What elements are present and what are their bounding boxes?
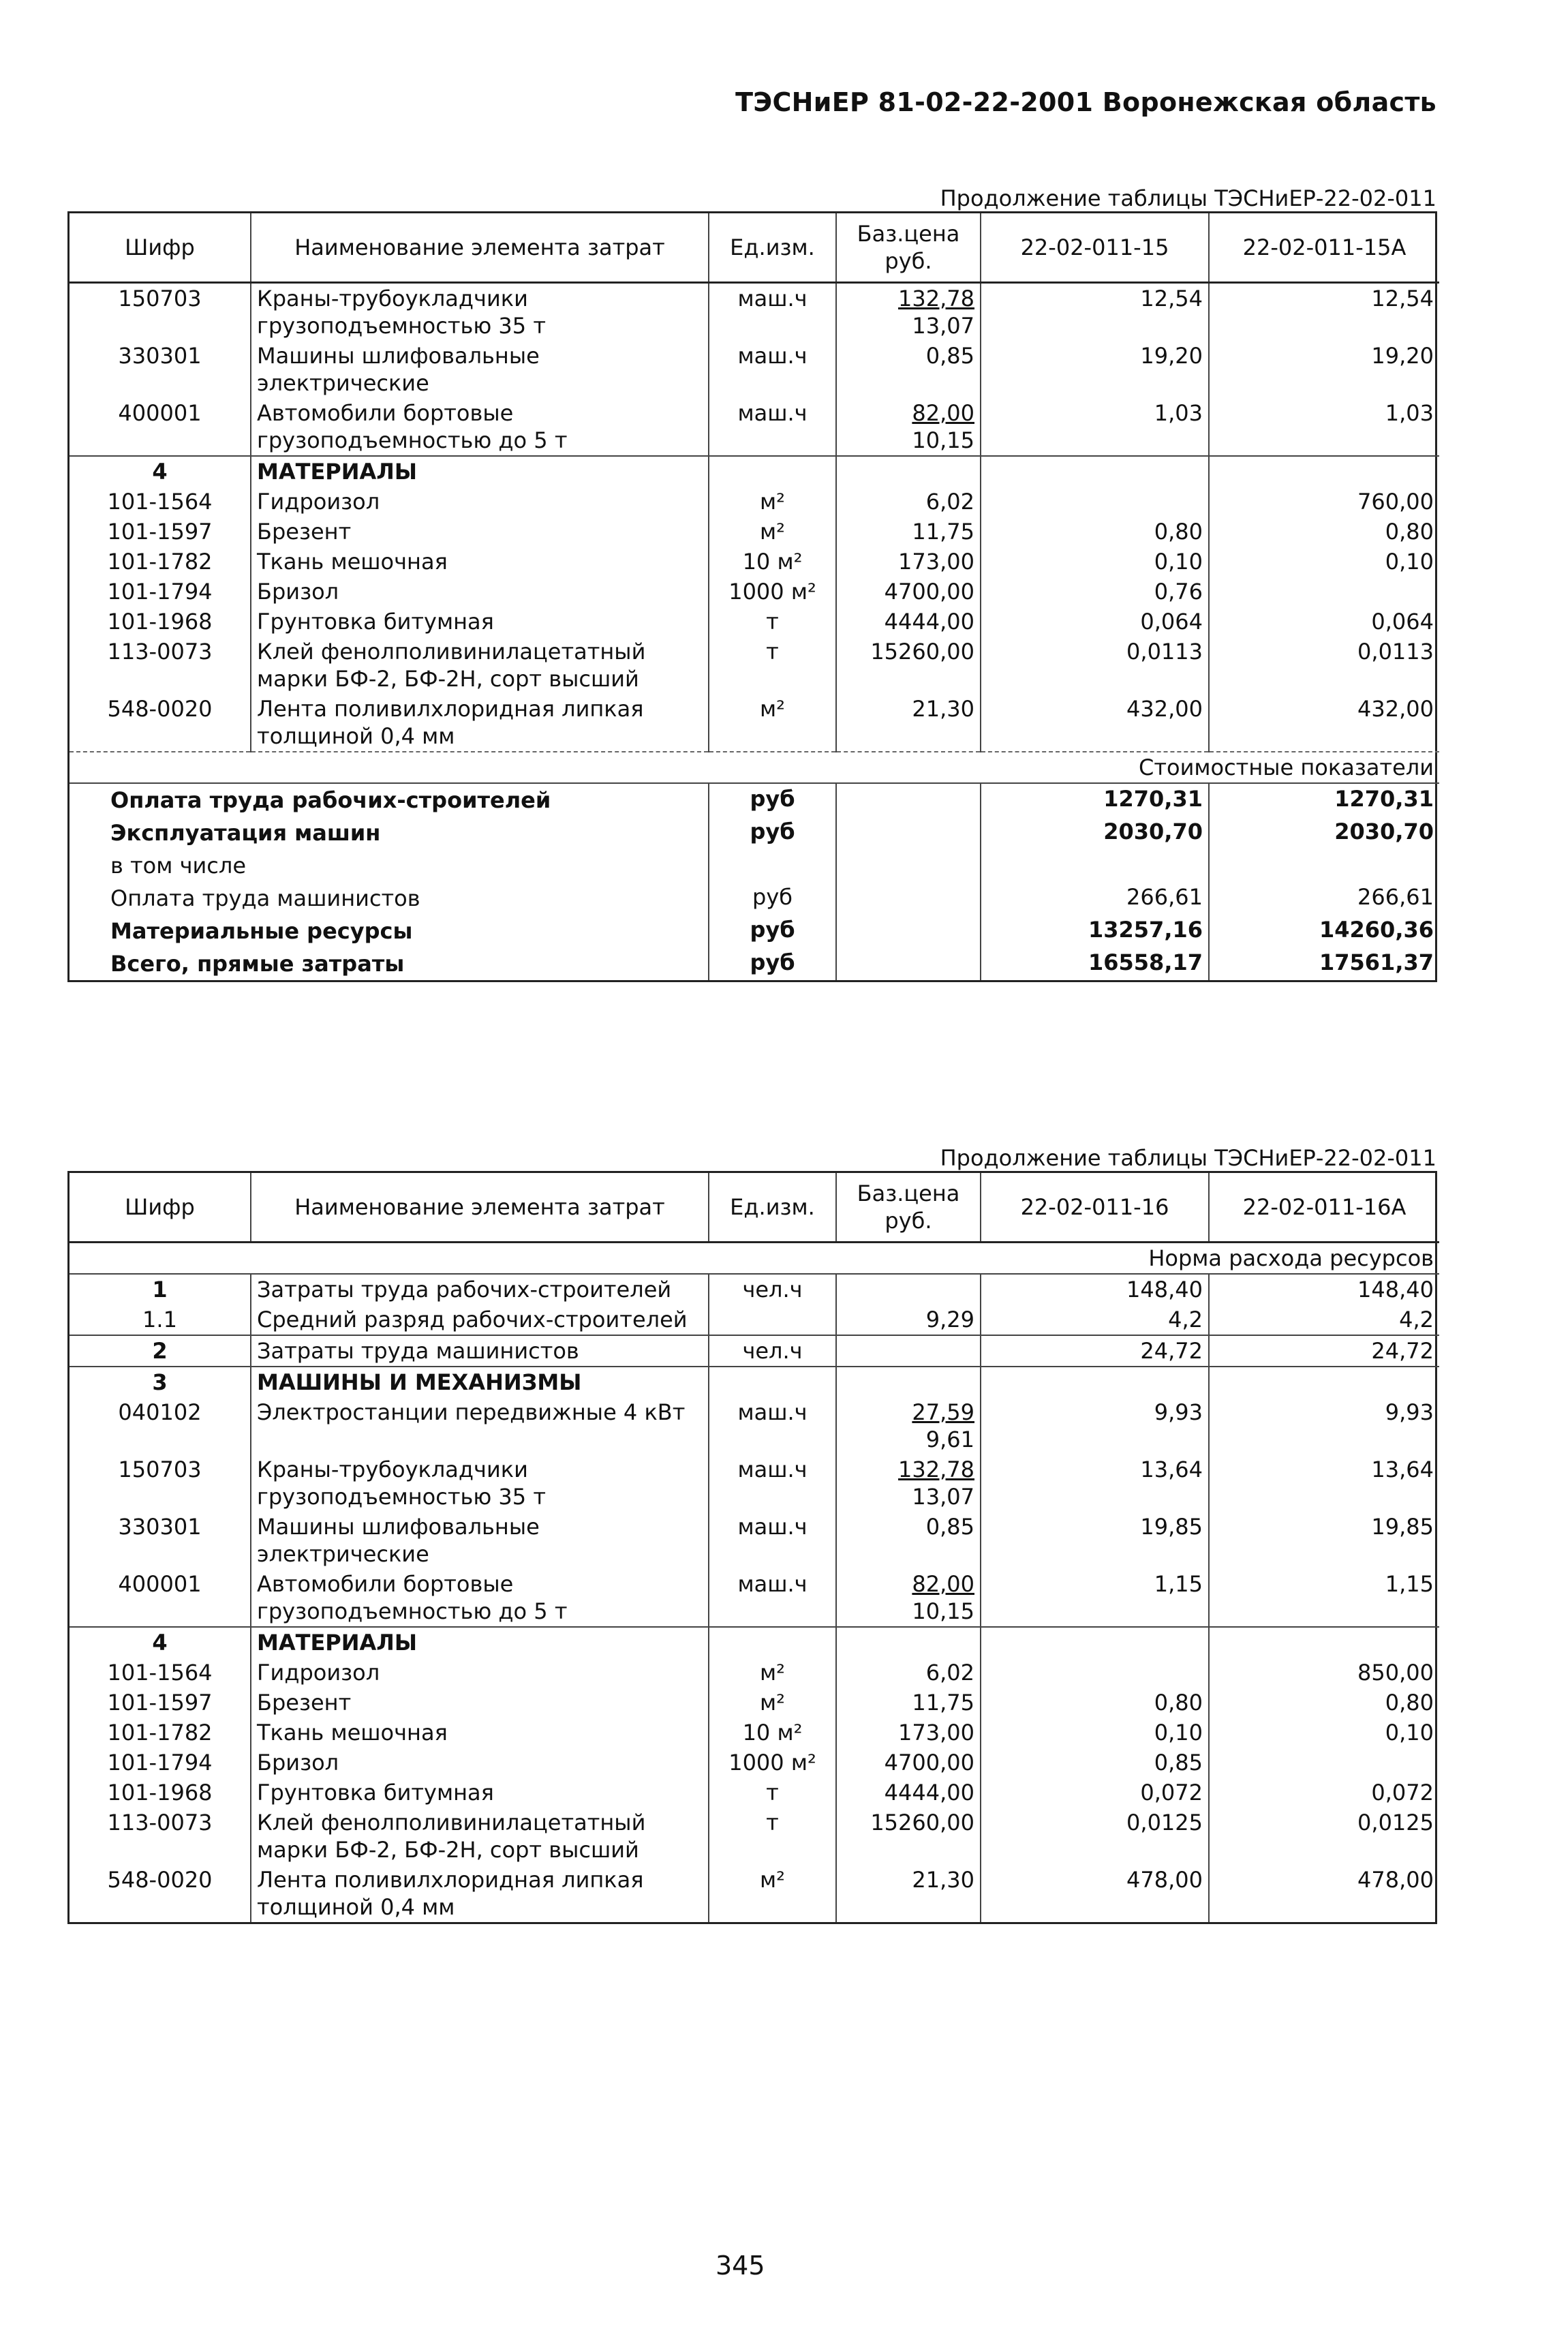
price-cell [836,341,981,398]
price-value: 173,00 [898,549,974,575]
machine-row [70,341,1439,398]
summary-label: Оплата труда рабочих-строителей [70,783,709,817]
norm-1-cell: 13,64 [981,1454,1209,1512]
norm-2-cell: 9,93 [1209,1397,1439,1454]
section-number: 4 [70,456,251,487]
price-cell [836,1688,981,1718]
material-row [70,1865,1439,1922]
price-value: 9,29 [925,1307,974,1332]
price-cell [836,517,981,547]
norm-1-cell: 0,10 [981,1718,1209,1748]
name-cell: Машины шлифовальные электрические [251,341,709,398]
price-value: 21,30 [912,1867,974,1893]
table2 [67,1171,1437,1924]
machine-row [70,1454,1439,1512]
name-cell: Брезент [251,517,709,547]
norm-1-cell: 1,03 [981,398,1209,456]
empty-cell [981,1627,1209,1658]
name-cell: Гидроизол [251,1658,709,1688]
name-cell: Бризол [251,577,709,607]
machine-row [70,398,1439,456]
empty-cell [709,1627,836,1658]
unit-cell: т [709,607,836,637]
name-cell: Клей фенолполивинилацетатный марки БФ-2, БФ-2Н, сорт высший [251,637,709,694]
machine-row [70,1569,1439,1627]
norm-2-cell: 0,072 [1209,1778,1439,1808]
summary-unit: руб [709,947,836,980]
code-cell: 150703 [70,1454,251,1512]
price-operator-value: 9,61 [925,1427,974,1452]
code-cell: 101-1597 [70,517,251,547]
code-cell: 101-1794 [70,577,251,607]
price-cell [836,1778,981,1808]
code-cell: 113-0073 [70,1808,251,1865]
material-row [70,517,1439,547]
norm-2-cell: 478,00 [1209,1865,1439,1922]
code-cell: 101-1782 [70,1718,251,1748]
norm-1-cell: 0,0113 [981,637,1209,694]
empty-cell [836,915,981,947]
section-number: 3 [70,1367,251,1397]
summary-value-2: 2030,70 [1209,817,1439,849]
empty-cell [709,456,836,487]
section-row [70,456,1439,487]
price-cell [836,487,981,517]
unit-cell: маш.ч [709,1569,836,1627]
unit-cell: м² [709,694,836,752]
norm-1-cell: 24,72 [981,1335,1209,1367]
col-header-norm-1: 22-02-011-16 [981,1173,1209,1243]
code-cell: 113-0073 [70,637,251,694]
name-cell: Автомобили бортовые грузоподъемностью до 5 т [251,1569,709,1627]
price-operator-value: 10,15 [912,427,974,453]
price-cell [836,1305,981,1335]
code-cell: 1 [70,1274,251,1305]
col-header-norm-2: 22-02-011-15А [1209,213,1439,283]
price-value: 6,02 [925,489,974,515]
norm-1-cell: 0,072 [981,1778,1209,1808]
code-cell: 101-1564 [70,1658,251,1688]
unit-cell: м² [709,487,836,517]
price-value: 4444,00 [884,609,974,635]
summary-row [70,947,1439,980]
code-cell: 101-1782 [70,547,251,577]
norm-label-row [70,1243,1439,1275]
summary-label: Оплата труда машинистов [70,882,709,915]
table1-body [70,283,1439,981]
summary-row [70,783,1439,817]
summary-value-1: 266,61 [981,882,1209,915]
norm-1-cell: 0,80 [981,517,1209,547]
empty-cell [836,1627,981,1658]
price-value: 4700,00 [884,1750,974,1776]
col-header-price: Баз.цена руб. [836,213,981,283]
name-cell: Грунтовка битумная [251,1778,709,1808]
norm-2-cell: 1,03 [1209,398,1439,456]
norm-2-cell: 12,54 [1209,283,1439,341]
unit-cell: чел.ч [709,1335,836,1367]
unit-cell: маш.ч [709,1397,836,1454]
col-header-code: Шифр [70,1173,251,1243]
unit-cell: 10 м² [709,1718,836,1748]
price-cell [836,1718,981,1748]
norm-1-cell: 4,2 [981,1305,1209,1335]
summary-value-2: 17561,37 [1209,947,1439,980]
price-operator-value: 13,07 [912,313,974,339]
table1 [67,211,1437,982]
norm-1-cell: 12,54 [981,283,1209,341]
code-cell: 400001 [70,1569,251,1627]
code-cell: 330301 [70,341,251,398]
price-value: 82,00 [912,400,974,426]
empty-cell [1209,1627,1439,1658]
norm-2-cell: 24,72 [1209,1335,1439,1367]
code-cell: 1.1 [70,1305,251,1335]
norm-1-cell [981,487,1209,517]
norm-2-cell: 148,40 [1209,1274,1439,1305]
section-row [70,1627,1439,1658]
summary-unit: руб [709,783,836,817]
price-value: 4444,00 [884,1780,974,1806]
norm-2-cell: 0,80 [1209,517,1439,547]
norm-1-cell: 478,00 [981,1865,1209,1922]
summary-label: Материальные ресурсы [70,915,709,947]
price-cell [836,283,981,341]
norm-2-cell: 0,10 [1209,1718,1439,1748]
summary-row [70,882,1439,915]
price-value: 15260,00 [870,1810,974,1835]
summary-row [70,849,1439,882]
section-title: МАТЕРИАЛЫ [251,456,709,487]
norm-1-cell: 19,20 [981,341,1209,398]
price-value: 4700,00 [884,579,974,605]
machine-row [70,283,1439,341]
name-cell: Краны-трубоукладчики грузоподъемностью 35 т [251,283,709,341]
unit-cell: м² [709,1865,836,1922]
name-cell: Машины шлифовальные электрические [251,1512,709,1569]
labor-row [70,1305,1439,1335]
unit-cell: маш.ч [709,1512,836,1569]
norm-2-cell: 760,00 [1209,487,1439,517]
price-cell [836,1658,981,1688]
table2-header-row [70,1173,1439,1243]
code-cell: 2 [70,1335,251,1367]
price-cell [836,1274,981,1305]
summary-label: Всего, прямые затраты [70,947,709,980]
norm-2-cell: 850,00 [1209,1658,1439,1688]
material-row [70,607,1439,637]
col-header-price: Баз.цена руб. [836,1173,981,1243]
norm-2-cell: 0,80 [1209,1688,1439,1718]
norm-2-cell: 0,064 [1209,607,1439,637]
summary-value-1: 2030,70 [981,817,1209,849]
summary-label: в том числе [70,849,709,882]
summary-value-2: 14260,36 [1209,915,1439,947]
table2-caption: Продолжение таблицы ТЭСНиЕР-22-02-011 [940,1145,1436,1171]
norm-1-cell: 148,40 [981,1274,1209,1305]
summary-row [70,817,1439,849]
name-cell: Краны-трубоукладчики грузоподъемностью 35 т [251,1454,709,1512]
unit-cell: т [709,1778,836,1808]
code-cell: 101-1968 [70,1778,251,1808]
norm-2-cell [1209,577,1439,607]
name-cell: Ткань мешочная [251,547,709,577]
unit-cell: 1000 м² [709,1748,836,1778]
unit-cell: 1000 м² [709,577,836,607]
price-cell [836,1808,981,1865]
operators-row [70,1335,1439,1367]
name-cell: Затраты труда рабочих-строителей [251,1274,709,1305]
material-row [70,637,1439,694]
empty-cell [709,1367,836,1397]
material-row [70,1688,1439,1718]
summary-value-1: 16558,17 [981,947,1209,980]
norm-1-cell [981,1658,1209,1688]
price-value: 82,00 [912,1571,974,1597]
norm-1-cell: 9,93 [981,1397,1209,1454]
norm-2-cell: 1,15 [1209,1569,1439,1627]
price-cell [836,398,981,456]
material-row [70,547,1439,577]
material-row [70,694,1439,752]
empty-cell [1209,1367,1439,1397]
name-cell: Средний разряд рабочих-строителей [251,1305,709,1335]
table2-body [70,1243,1439,1923]
empty-cell [836,817,981,849]
unit-cell: чел.ч [709,1274,836,1305]
document-header: ТЭСНиЕР 81-02-22-2001 Воронежская область [735,87,1436,117]
norm-1-cell: 19,85 [981,1512,1209,1569]
norm-1-cell: 0,76 [981,577,1209,607]
price-cell [836,1748,981,1778]
empty-cell [836,947,981,980]
summary-unit: руб [709,882,836,915]
code-cell: 330301 [70,1512,251,1569]
price-cell [836,1865,981,1922]
price-value: 15260,00 [870,639,974,665]
norm-1-cell: 0,80 [981,1688,1209,1718]
norm-2-cell: 432,00 [1209,694,1439,752]
summary-value-1: 13257,16 [981,915,1209,947]
code-cell: 400001 [70,398,251,456]
table1-header-row [70,213,1439,283]
name-cell: Электростанции передвижные 4 кВт [251,1397,709,1454]
section-title: МАШИНЫ И МЕХАНИЗМЫ [251,1367,709,1397]
empty-cell [981,1367,1209,1397]
price-value: 11,75 [912,519,974,545]
unit-cell: маш.ч [709,1454,836,1512]
summary-value-1: 1270,31 [981,783,1209,817]
price-cell [836,637,981,694]
unit-cell: 10 м² [709,547,836,577]
unit-cell: т [709,637,836,694]
empty-cell [836,456,981,487]
summary-value-2: 266,61 [1209,882,1439,915]
unit-cell: м² [709,1658,836,1688]
material-row [70,1808,1439,1865]
col-header-name: Наименование элемента затрат [251,1173,709,1243]
norm-label-row-text: Норма расхода ресурсов [70,1243,1439,1275]
section-row [70,1367,1439,1397]
summary-unit: руб [709,817,836,849]
machine-row [70,1512,1439,1569]
col-header-norm-1: 22-02-011-15 [981,213,1209,283]
price-value: 27,59 [912,1399,974,1425]
price-value: 0,85 [925,1514,974,1540]
name-cell: Грунтовка битумная [251,607,709,637]
machine-row [70,1397,1439,1454]
section-title: МАТЕРИАЛЫ [251,1627,709,1658]
empty-cell [836,1335,981,1367]
material-row [70,1718,1439,1748]
page-number: 345 [716,2251,765,2281]
col-header-unit: Ед.изм. [709,213,836,283]
section-number: 4 [70,1627,251,1658]
col-header-norm-2: 22-02-011-16А [1209,1173,1439,1243]
name-cell: Лента поливилхлоридная липкая толщиной 0,4 мм [251,1865,709,1922]
name-cell: Гидроизол [251,487,709,517]
price-cell [836,577,981,607]
price-cell [836,1454,981,1512]
unit-cell: маш.ч [709,398,836,456]
col-header-unit: Ед.изм. [709,1173,836,1243]
summary-value-2 [1209,849,1439,882]
material-row [70,577,1439,607]
name-cell: Ткань мешочная [251,1718,709,1748]
material-row [70,487,1439,517]
code-cell: 101-1968 [70,607,251,637]
unit-cell: маш.ч [709,283,836,341]
unit-cell: маш.ч [709,341,836,398]
summary-value-2: 1270,31 [1209,783,1439,817]
empty-cell [836,1367,981,1397]
empty-cell [1209,456,1439,487]
name-cell: Брезент [251,1688,709,1718]
summary-label: Эксплуатация машин [70,817,709,849]
norm-1-cell: 0,064 [981,607,1209,637]
unit-cell: м² [709,517,836,547]
norm-2-cell: 4,2 [1209,1305,1439,1335]
empty-cell [836,882,981,915]
table1-caption: Продолжение таблицы ТЭСНиЕР-22-02-011 [940,185,1436,211]
price-operator-value: 13,07 [912,1484,974,1510]
summary-unit [709,849,836,882]
labor-row [70,1274,1439,1305]
material-row [70,1658,1439,1688]
price-value: 132,78 [898,1457,974,1482]
code-cell: 101-1564 [70,487,251,517]
name-cell: Клей фенолполивинилацетатный марки БФ-2, БФ-2Н, сорт высший [251,1808,709,1865]
norm-2-cell: 19,85 [1209,1512,1439,1569]
name-cell: Автомобили бортовые грузоподъемностью до 5 т [251,398,709,456]
material-row [70,1778,1439,1808]
price-value: 6,02 [925,1660,974,1686]
unit-cell [709,1305,836,1335]
price-cell [836,694,981,752]
summary-row [70,915,1439,947]
empty-cell [836,849,981,882]
summary-value-1 [981,849,1209,882]
name-cell: Затраты труда машинистов [251,1335,709,1367]
code-cell: 101-1794 [70,1748,251,1778]
price-cell [836,1512,981,1569]
price-value: 132,78 [898,286,974,311]
code-cell: 101-1597 [70,1688,251,1718]
price-cell [836,1569,981,1627]
summary-unit: руб [709,915,836,947]
material-row [70,1748,1439,1778]
price-value: 11,75 [912,1690,974,1716]
name-cell: Бризол [251,1748,709,1778]
code-cell: 548-0020 [70,694,251,752]
cost-label-row-text: Стоимостные показатели [70,752,1439,783]
price-value: 0,85 [925,343,974,369]
norm-1-cell: 0,0125 [981,1808,1209,1865]
price-cell [836,1397,981,1454]
price-value: 21,30 [912,696,974,722]
norm-1-cell: 1,15 [981,1569,1209,1627]
norm-2-cell [1209,1748,1439,1778]
price-cell [836,607,981,637]
norm-1-cell: 432,00 [981,694,1209,752]
col-header-code: Шифр [70,213,251,283]
norm-2-cell: 13,64 [1209,1454,1439,1512]
norm-1-cell: 0,10 [981,547,1209,577]
code-cell: 150703 [70,283,251,341]
empty-cell [981,456,1209,487]
unit-cell: т [709,1808,836,1865]
norm-2-cell: 19,20 [1209,341,1439,398]
price-value: 173,00 [898,1720,974,1746]
norm-1-cell: 0,85 [981,1748,1209,1778]
col-header-name: Наименование элемента затрат [251,213,709,283]
norm-2-cell: 0,0113 [1209,637,1439,694]
cost-label-row [70,752,1439,783]
price-cell [836,547,981,577]
norm-2-cell: 0,0125 [1209,1808,1439,1865]
code-cell: 548-0020 [70,1865,251,1922]
unit-cell: м² [709,1688,836,1718]
price-operator-value: 10,15 [912,1598,974,1624]
norm-2-cell: 0,10 [1209,547,1439,577]
empty-cell [836,783,981,817]
name-cell: Лента поливилхлоридная липкая толщиной 0,4 мм [251,694,709,752]
code-cell: 040102 [70,1397,251,1454]
